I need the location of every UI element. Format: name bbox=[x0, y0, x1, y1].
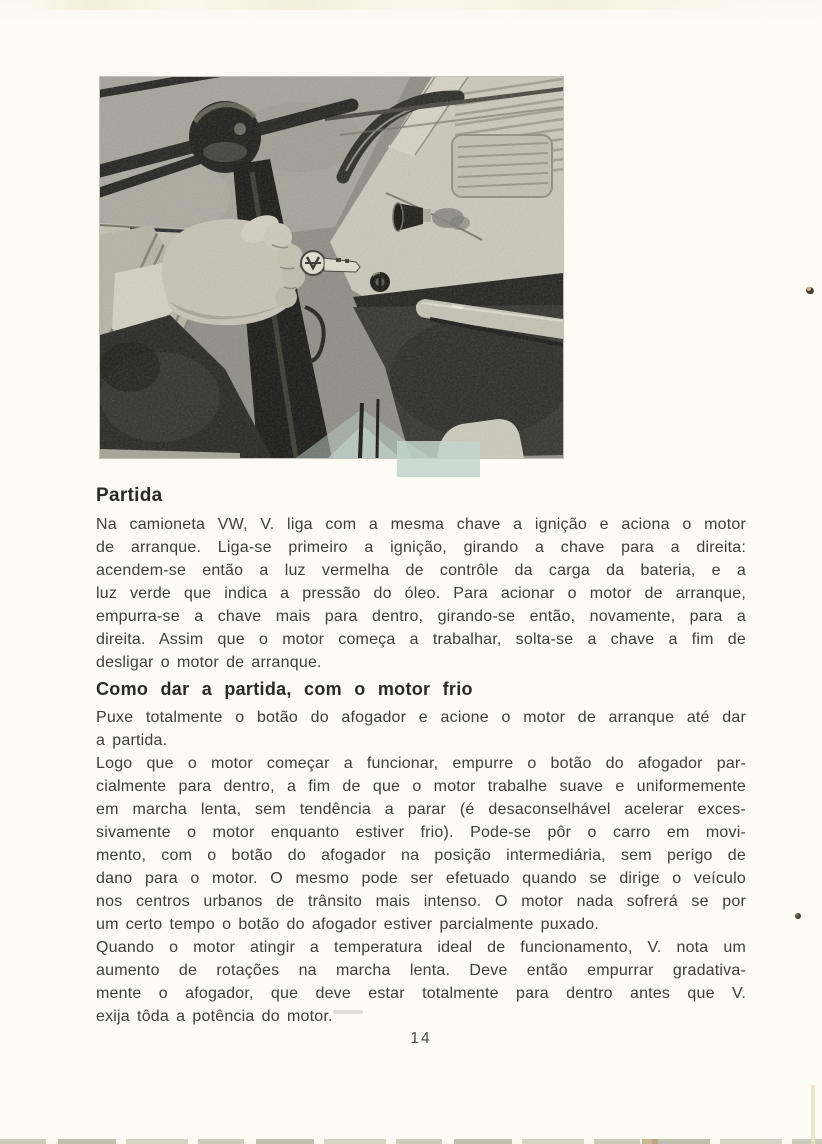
photo-illustration bbox=[100, 77, 563, 458]
scan-edge-band bbox=[0, 1139, 822, 1144]
section-heading-motor-frio: Como dar a partida, com o motor frio bbox=[96, 679, 473, 699]
text-line: sivamente o motor enquanto estiver frio). Pode-se pôr o carro em movi- bbox=[96, 824, 746, 841]
scan-smudge-top bbox=[30, 0, 730, 10]
text-line: dano para o motor. O mesmo pode ser efetuado quando se dirige o veículo bbox=[96, 870, 746, 887]
paragraph-partida bbox=[96, 513, 746, 674]
text-line: mente o afogador, que deve estar totalmente para dentro antes que V. bbox=[96, 985, 746, 1002]
text-line: mento, com o botão do afogador na posição intermediária, sem perigo de bbox=[96, 847, 746, 864]
text-line: Na camioneta VW, V. liga com a mesma chave a ignição e aciona o motor bbox=[96, 516, 746, 533]
text-line: nos centros urbanos de trânsito mais intenso. O motor nada sofrerá se por bbox=[96, 893, 746, 910]
text-line: desligar o motor de arranque. bbox=[96, 654, 322, 671]
text-line: direita. Assim que o motor começa a trabalhar, solta-se a chave a fim de bbox=[96, 631, 746, 648]
text-line: de arranque. Liga-se primeiro a ignição, girando a chave para a direita: bbox=[96, 539, 746, 556]
section-heading-partida: Partida bbox=[96, 485, 163, 506]
text-column bbox=[96, 484, 746, 1028]
text-line: acendem-se então a luz vermelha de contrôle da carga da bateria, e a bbox=[96, 562, 746, 579]
scan-speck bbox=[805, 286, 814, 295]
paragraph-puxe bbox=[96, 706, 746, 752]
scan-speck bbox=[795, 913, 801, 919]
scan-artifact-teal bbox=[397, 441, 480, 477]
text-line: Quando o motor atingir a temperatura ideal de funcionamento, V. nota um bbox=[96, 939, 746, 956]
scan-smudge-faint bbox=[333, 1010, 363, 1014]
paragraph-quando bbox=[96, 936, 746, 1028]
scan-edge-line bbox=[811, 1085, 815, 1144]
page-number: 14 bbox=[410, 1030, 432, 1047]
photo-grain bbox=[100, 77, 563, 458]
text-line: um certo tempo o botão do afogador estiver parcialmente puxado. bbox=[96, 916, 599, 933]
text-line: em marcha lenta, sem tendência a parar (é desaconselhável acelerar exces- bbox=[96, 801, 746, 818]
text-line: empurra-se a chave mais para dentro, girando-se então, novamente, para a bbox=[96, 608, 746, 625]
text-line: a partida. bbox=[96, 732, 168, 749]
ignition-key-photo bbox=[100, 77, 563, 458]
text-line: Puxe totalmente o botão do afogador e acione o motor de arranque até dar bbox=[96, 709, 746, 726]
text-line: luz verde que indica a pressão do óleo. Para acionar o motor de arranque, bbox=[96, 585, 746, 602]
text-line: Logo que o motor começar a funcionar, empurre o botão do afogador par- bbox=[96, 755, 746, 772]
scan-edge-band-accent bbox=[642, 1139, 658, 1144]
text-line: exija tôda a potência do motor. bbox=[96, 1008, 333, 1025]
paragraph-logo-que bbox=[96, 752, 746, 936]
text-line: aumento de rotações na marcha lenta. Deve então empurrar gradativa- bbox=[96, 962, 746, 979]
text-line: cialmente para dentro, a fim de que o motor trabalhe suave e uniformemente bbox=[96, 778, 746, 795]
